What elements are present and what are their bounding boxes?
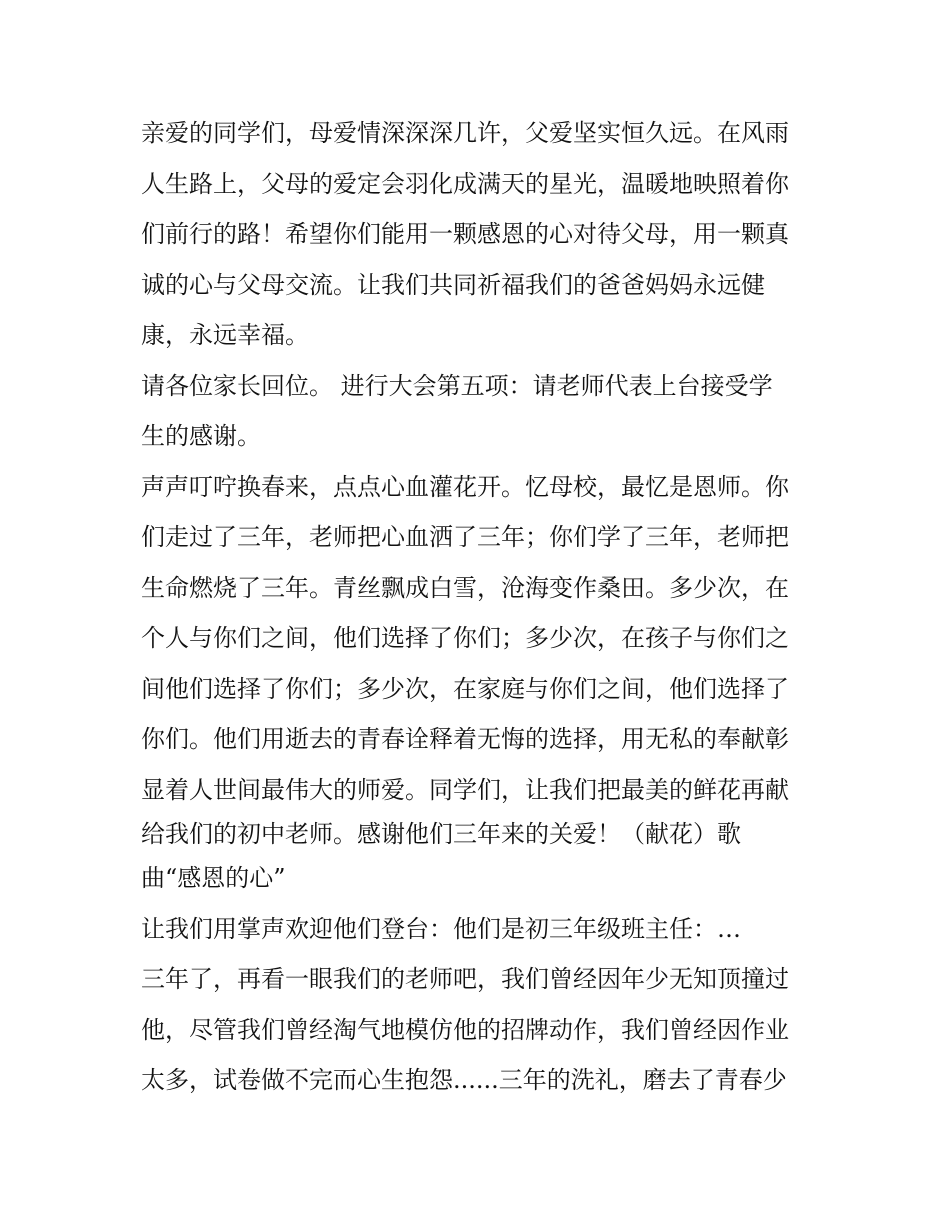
text-line: 个人与你们之间，他们选择了你们；多少次，在孩子与你们之 [141,624,789,652]
text-line: 生的感谢。 [141,422,261,450]
text-line: 他，尽管我们曾经淘气地模仿他的招牌动作，我们曾经因作业 [141,1015,789,1044]
text-line: 你们。他们用逝去的青春诠释着无悔的选择，用无私的奉献彰 [141,725,789,753]
text-line: 们走过了三年，老师把心血洒了三年；你们学了三年，老师把 [141,523,789,551]
text-line: 给我们的初中老师。感谢他们三年来的关爱！（献花）歌 [141,820,741,848]
text-line: 生命燃烧了三年。青丝飘成白雪，沧海变作桑田。多少次，在 [141,573,789,602]
text-line: 请各位家长回位。 进行大会第五项：请老师代表上台接受学 [141,371,773,400]
text-line: 们前行的路！希望你们能用一颗感恩的心对待父母，用一颗真 [141,220,789,248]
text-line: 亲爱的同学们，母爱情深深深几许，父爱坚实恒久远。在风雨 [141,119,789,147]
text-line: 人生路上，父母的爱定会羽化成满天的星光，温暖地映照着你 [141,169,789,198]
text-line: 三年了，再看一眼我们的老师吧，我们曾经因年少无知顶撞过 [141,965,789,993]
document-body [141,108,821,1106]
text-line: 诚的心与父母交流。让我们共同祈福我们的爸爸妈妈永远健 [141,270,765,299]
text-line: 太多，试卷做不完而心生抱怨......三年的洗礼，磨去了青春少 [141,1066,787,1094]
text-line: 让我们用掌声欢迎他们登台：他们是初三年级班主任：… [141,914,741,943]
text-line: 声声叮咛换春来，点点心血灌花开。忆母校，最忆是恩师。你 [141,472,789,501]
text-line: 间他们选择了你们；多少次，在家庭与你们之间，他们选择了 [141,674,789,703]
text-line: 康，永远幸福。 [141,321,309,349]
text-line: 曲“感恩的心” [141,864,286,892]
text-line: 显着人世间最伟大的师爱。同学们，让我们把最美的鲜花再献 [141,775,789,804]
